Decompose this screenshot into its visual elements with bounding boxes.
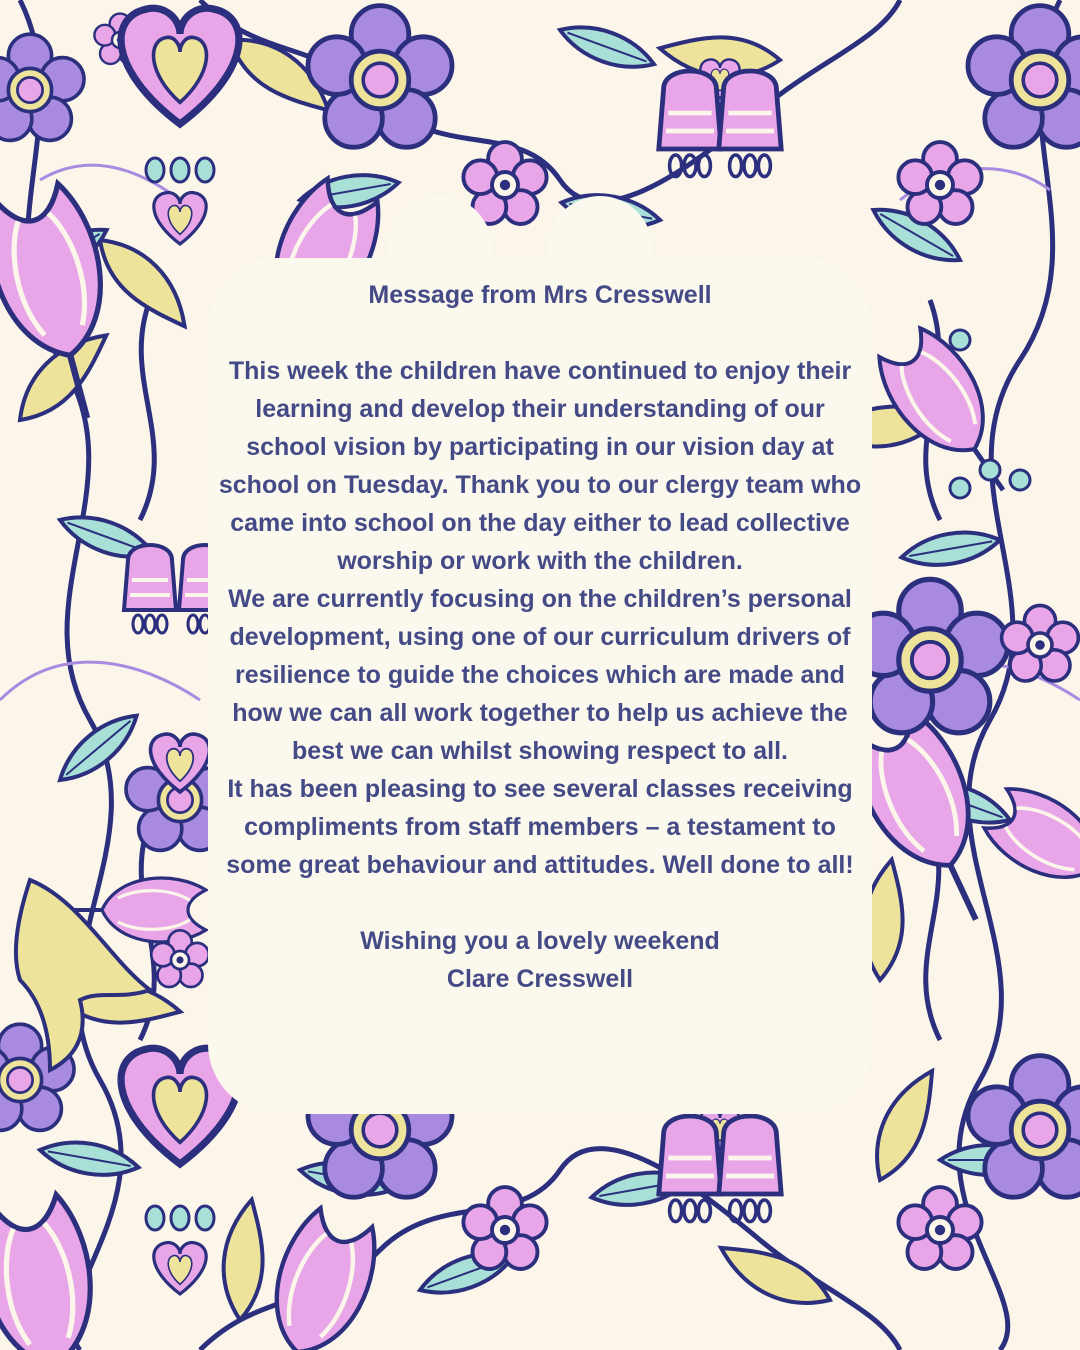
letter-text xyxy=(212,276,868,998)
letter-signature: Clare Cresswell xyxy=(446,965,634,993)
letter-paragraph-1: This week the children have continued to enjoy their learning and develop their understanding of our school vision by participating in our vision day at school on Tuesday. Thank you to our clergy team who came into school on the day either to lead collective worship or work with the children. xyxy=(218,357,862,575)
spacer xyxy=(212,314,868,352)
letter-paragraph-3: It has been pleasing to see several classes receiving compliments from staff members – a testament to some great behaviour and attitudes. Well done to all! xyxy=(226,775,854,879)
letter-paragraph-2: We are currently focusing on the children’s personal development, using one of our curriculum drivers of resilience to guide the choices which are made and how we can all work together to help us achieve the best we can whilst showing respect to all. xyxy=(228,585,852,765)
letter-heading: Message from Mrs Cresswell xyxy=(368,281,712,309)
spacer xyxy=(212,884,868,922)
letter-closing: Wishing you a lovely weekend xyxy=(360,927,720,955)
